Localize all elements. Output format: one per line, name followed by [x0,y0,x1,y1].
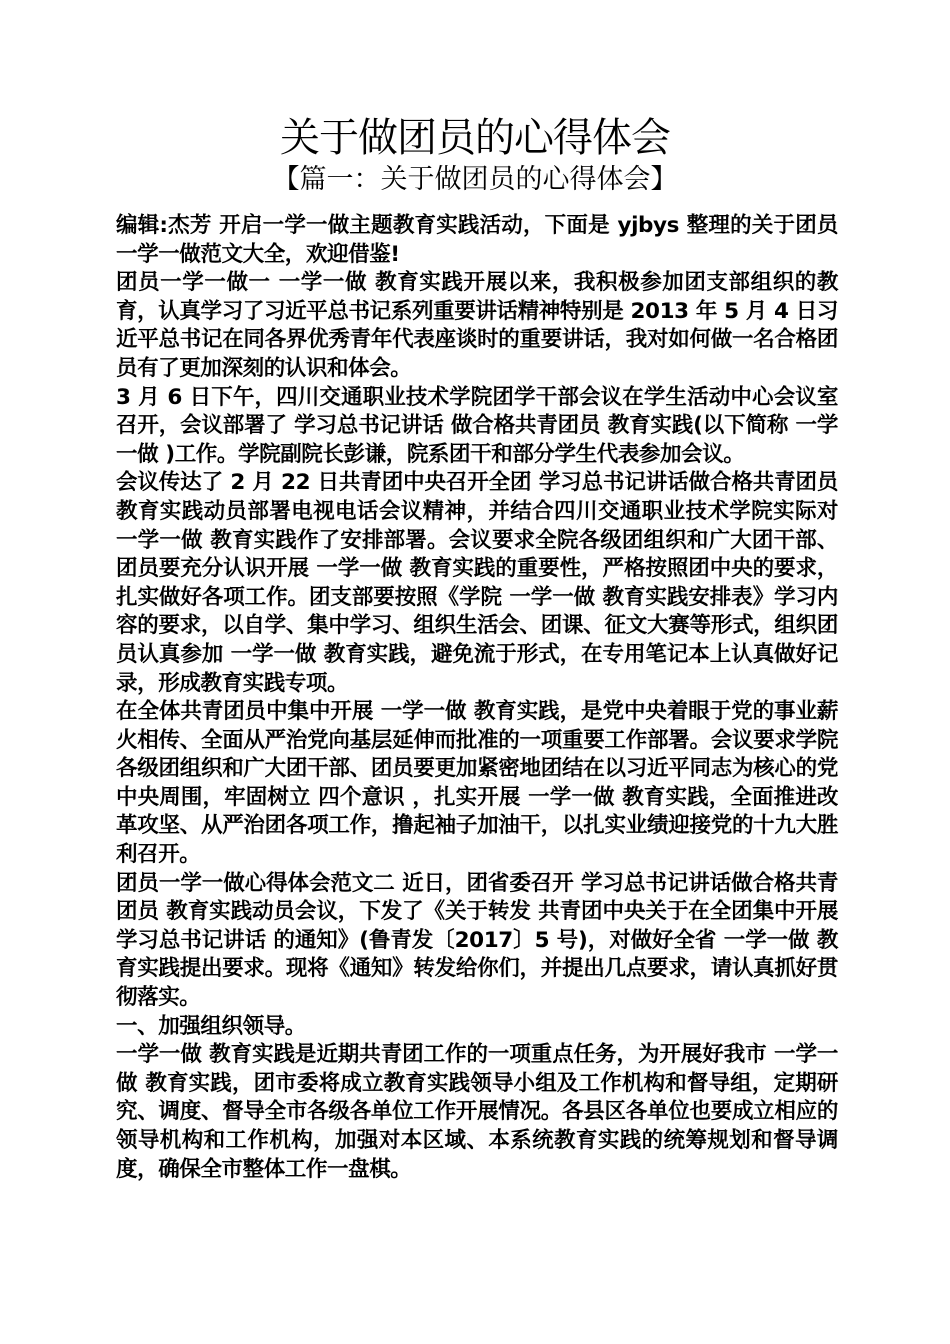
section-heading-1: 一、加强组织领导。 [116,1013,306,1039]
paragraph-1: 团员一学一做一 一学一做 教育实践开展以来，我积极参加团支部组织的教育，认真学习了习近平总书记系列重要讲话精神特别是 2013 年 5 月 4 日习近平总书记在同各界优秀青年代表座谈时的重要讲话，我对如何做一名合格团员有了更加深刻的认识和体会。 [116,270,838,381]
paragraph-6: 一学一做 教育实践是近期共青团工作的一项重点任务，为开展好我市 一学一做 教育实践，团市委将成立教育实践领导小组及工作机构和督导组，定期研究、调度、督导全市各级各单位工作开展情况。各县区各单位也要成立相应的领导机构和工作机构，加强对本区域、本系统教育实践的统筹规划和督导调度，确保全市整体工作一盘棋。 [116,1042,838,1182]
document-title: 关于做团员的心得体会 [280,115,670,161]
document-subtitle: 【篇一：关于做团员的心得体会】 [272,164,678,195]
paragraph-4: 在全体共青团员中集中开展 一学一做 教育实践，是党中央着眼于党的事业薪火相传、全面从严治党向基层延伸而批准的一项重要工作部署。会议要求学院各级团组织和广大团干部、团员要更加紧密地团结在以习近平同志为核心的党中央周围，牢固树立 四个意识 ，扎实开展 一学一做 教育实践，全面推进改革攻坚、从严治团各项工作，撸起袖子加油干，以扎实业绩迎接党的十九大胜利召开。 [116,699,838,868]
paragraph-intro: 编辑:杰芳 开启一学一做主题教育实践活动，下面是 yjbys 整理的关于团员一学一做范文大全，欢迎借鉴! [116,213,838,267]
paragraph-2: 3 月 6 日下午，四川交通职业技术学院团学干部会议在学生活动中心会议室召开，会议部署了 学习总书记讲话 做合格共青团员 教育实践(以下简称 一学一做 )工作。学院副院长彭谦，院系团干和部分学生代表参加会议。 [116,384,838,467]
paragraph-3: 会议传达了 2 月 22 日共青团中央召开全团 学习总书记讲话做合格共青团员 教育实践动员部署电视电话会议精神，并结合四川交通职业技术学院实际对 一学一做 教育实践作了安排部署。会议要求全院各级团组织和广大团干部、团员要充分认识开展 一学一做 教育实践的重要性，严格按照团中央的要求，扎实做好各项工作。团支部要按照《学院 一学一做 教育实践安排表》学习内容的要求，以自学、集中学习、组织生活会、团课、征文大赛等形式，组织团员认真参加 一学一做 教育实践，避免流于形式，在专用笔记本上认真做好记录，形成教育实践专项。 [116,470,838,696]
paragraph-5: 团员一学一做心得体会范文二 近日，团省委召开 学习总书记讲话做合格共青团员 教育实践动员会议，下发了《关于转发 共青团中央关于在全团集中开展 学习总书记讲话 的通知》(鲁青发〔2017〕5 号)，对做好全省 一学一做 教育实践提出要求。现将《通知》转发给你们，并提出几点要求，请认真抓好贯彻落实。 [116,870,838,1011]
document-body [116,212,838,1184]
